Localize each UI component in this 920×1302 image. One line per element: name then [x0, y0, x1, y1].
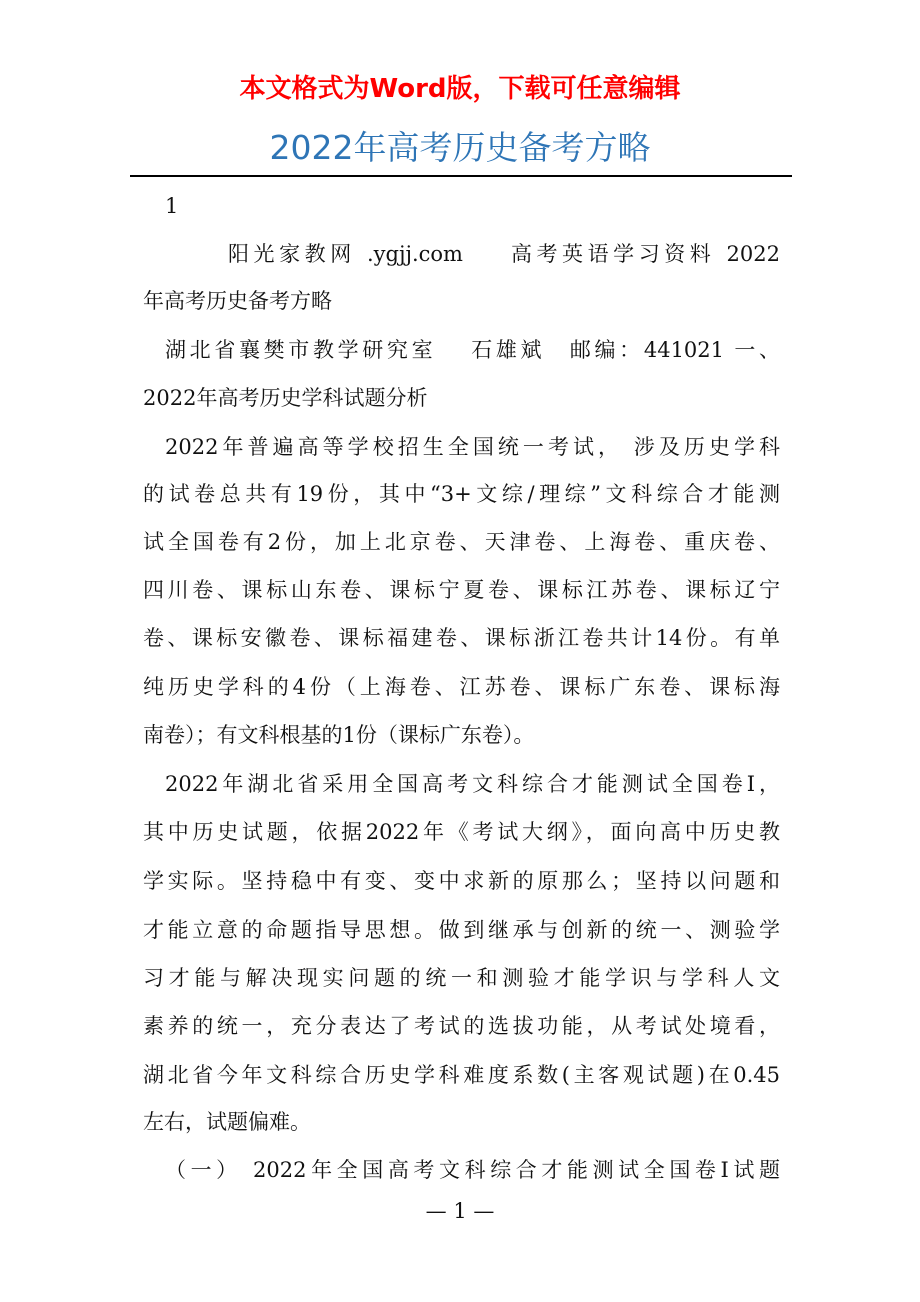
text-line: 左右，试题偏难。 [143, 1110, 311, 1134]
edit-notice-banner: 本文格式为Word版，下载可任意编辑 [239, 74, 681, 104]
text-line: 2022年湖北省采用全国高考文科综合才能测试全国卷Ⅰ， [165, 772, 780, 796]
document-title: 2022年高考历史备考方略 [269, 128, 651, 167]
text-line: 阳光家教网 .ygjj.com 高考英语学习资料 2022 [228, 242, 780, 266]
text-line: 年高考历史备考方略 [143, 289, 332, 313]
text-line: 四川卷、课标山东卷、课标宁夏卷、课标江苏卷、课标辽宁 [143, 578, 780, 602]
text-line: 卷、课标安徽卷、课标福建卷、课标浙江卷共计14份。有单 [143, 626, 780, 650]
title-divider [130, 175, 792, 177]
text-line: 湖北省今年文科综合历史学科难度系数(主客观试题)在0.45 [143, 1063, 780, 1087]
text-line: 习才能与解决现实问题的统一和测验才能学识与学科人文 [143, 966, 780, 990]
text-line: 素养的统一，充分表达了考试的选拔功能，从考试处境看， [143, 1014, 780, 1038]
text-line: 其中历史试题，依据2022年《考试大纲》，面向高中历史教 [143, 820, 780, 844]
text-line: 湖北省襄樊市教学研究室 石雄斌 邮编：441021 一、 [165, 338, 780, 362]
text-line: 1 [165, 194, 179, 218]
text-line: 试全国卷有2份，加上北京卷、天津卷、上海卷、重庆卷、 [143, 530, 780, 554]
text-line: 学实际。坚持稳中有变、变中求新的原那么；坚持以问题和 [143, 869, 780, 893]
text-line: 南卷）；有文科根基的1份（课标广东卷）。 [143, 723, 535, 747]
text-line: 才能立意的命题指导思想。做到继承与创新的统一、测验学 [143, 918, 780, 942]
text-line: （一） 2022年全国高考文科综合才能测试全国卷Ⅰ试题 [165, 1158, 780, 1182]
text-line: 2022年高考历史学科试题分析 [143, 386, 428, 410]
text-line: 2022年普遍高等学校招生全国统一考试， 涉及历史学科 [165, 435, 780, 459]
text-line: 纯历史学科的4份（上海卷、江苏卷、课标广东卷、课标海 [143, 675, 780, 699]
text-line: 的试卷总共有19份，其中“3+文综/理综”文科综合才能测 [143, 482, 780, 506]
page-number: — 1 — [425, 1199, 495, 1223]
